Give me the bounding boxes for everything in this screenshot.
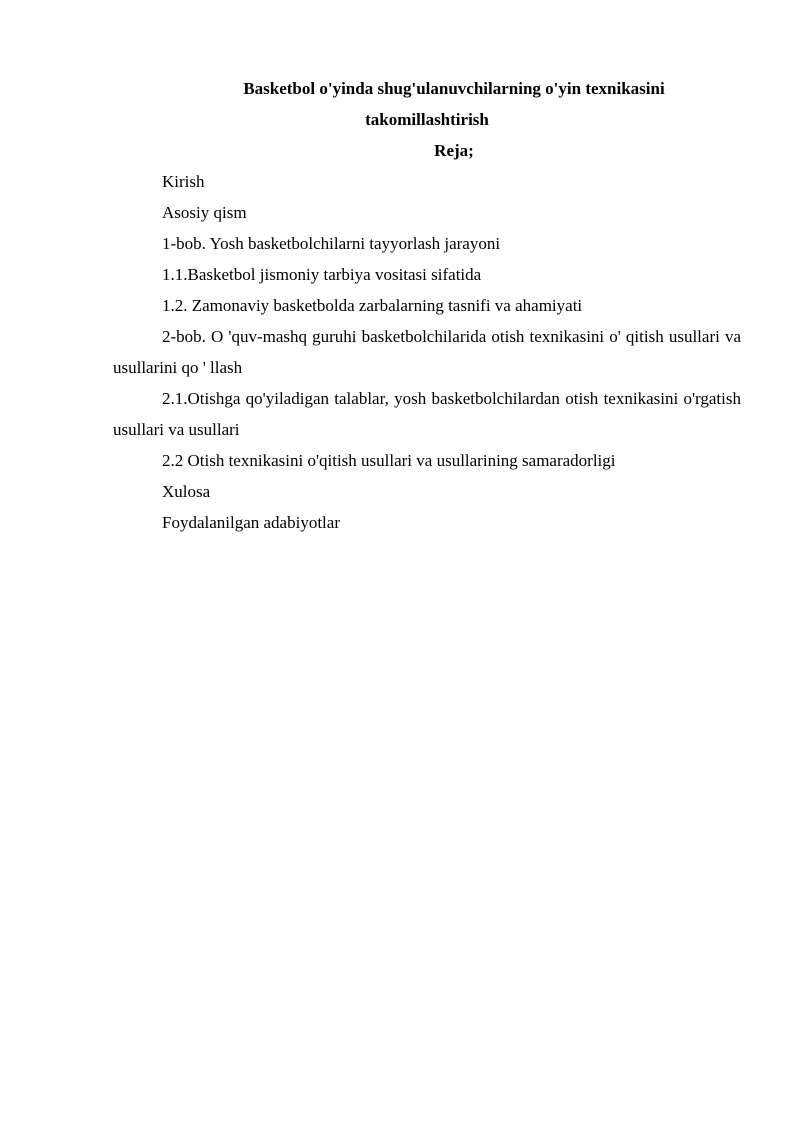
- toc-item-section-1-2: 1.2. Zamonaviy basketbolda zarbalarning tasnifi va ahamiyati: [162, 296, 583, 315]
- toc-item-section-2-2: 2.2 Otish texnikasini o'qitish usullari va usullarining samaradorligi: [162, 451, 616, 470]
- toc-item-conclusion: Xulosa: [162, 482, 211, 501]
- document-title-line-2: takomillashtirish: [365, 110, 489, 129]
- document-title: [113, 73, 741, 135]
- plan-heading: Reja;: [434, 141, 474, 160]
- page-content: [113, 73, 741, 538]
- document-title-line-1: Basketbol o'yinda shug'ulanuvchilarning o'yin texnikasini: [243, 79, 665, 98]
- toc-item-chapter-2: 2-bob. O 'quv-mashq guruhi basketbolchilarida otish texnikasini o' qitish usullari va usullarini qo ' llash: [113, 327, 741, 377]
- toc-item-references: Foydalanilgan adabiyotlar: [162, 513, 340, 532]
- table-of-contents: [113, 166, 741, 538]
- toc-item-section-2-1: 2.1.Otishga qo'yiladigan talablar, yosh basketbolchilardan otish texnikasini o'rgatish usullari va usullari: [113, 389, 741, 439]
- toc-item-chapter-1: 1-bob. Yosh basketbolchilarni tayyorlash jarayoni: [162, 234, 501, 253]
- toc-item-introduction: Kirish: [162, 172, 205, 191]
- toc-item-main-part: Asosiy qism: [162, 203, 247, 222]
- toc-item-section-1-1: 1.1.Basketbol jismoniy tarbiya vositasi sifatida: [162, 265, 482, 284]
